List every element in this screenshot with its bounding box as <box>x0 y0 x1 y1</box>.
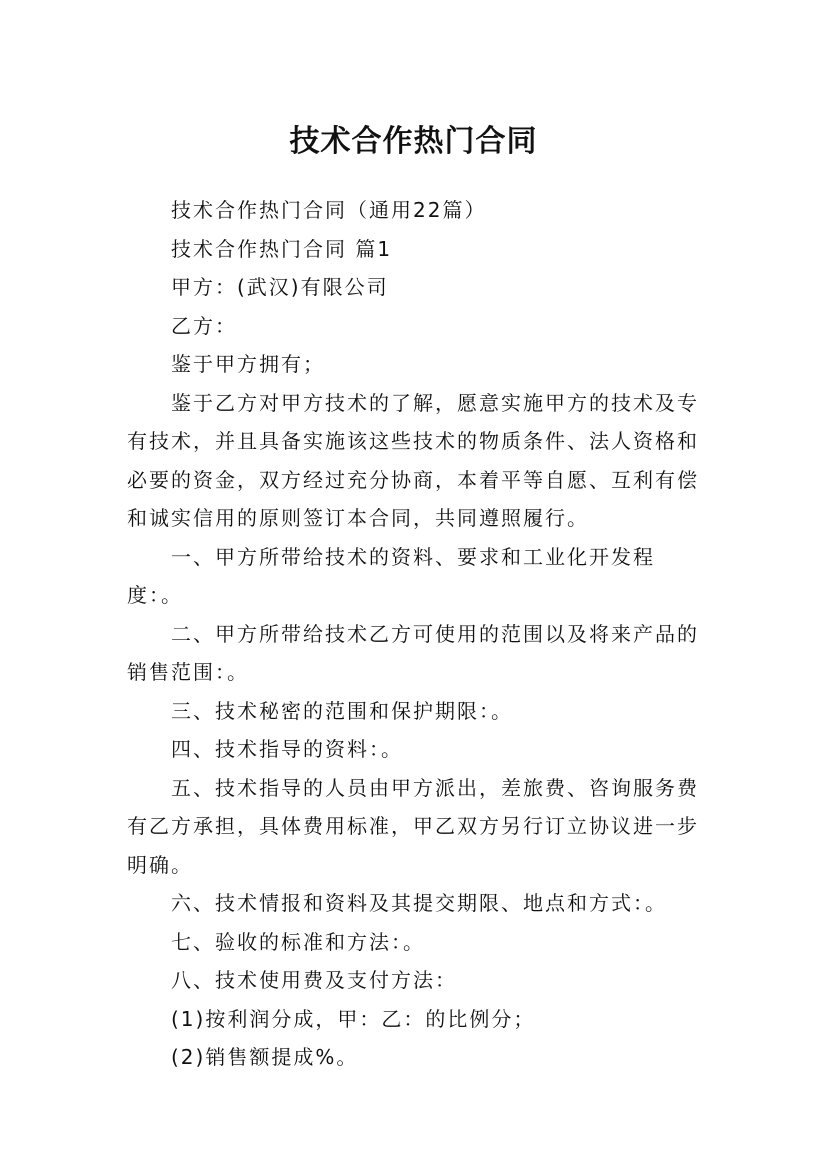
paragraph-party-b: 乙方： <box>171 313 237 338</box>
paragraph-clause-4: 四、技术指导的资料：。 <box>171 737 403 761</box>
paragraph-whereas-a: 鉴于甲方拥有； <box>171 352 325 376</box>
paragraph-clause-3: 三、技术秘密的范围和保护期限：。 <box>171 698 513 723</box>
document-title: 技术合作热门合同 <box>289 124 538 160</box>
paragraph-clause-5: 五、技术指导的人员由甲方派出，差旅费、咨询服务费有乙方承担，具体费用标准，甲乙双方另行订立协议进一步明确。 <box>127 775 699 877</box>
paragraph-clause-8: 八、技术使用费及支付方法： <box>171 968 457 992</box>
paragraph-clause-1: 一、甲方所带给技术的资料、要求和工业化开发程度：。 <box>127 544 655 607</box>
paragraph-article-heading: 技术合作热门合同 篇1 <box>171 236 393 261</box>
paragraph-clause-7: 七、验收的标准和方法：。 <box>171 929 425 954</box>
paragraph-whereas-b: 鉴于乙方对甲方技术的了解，愿意实施甲方的技术及专有技术，并且具备实施该这些技术的物质条件、法人资格和必要的资金，双方经过充分协商，本着平等自愿、互利有偿和诚实信用的原则签订本合同，共同遵照履行。 <box>127 390 699 530</box>
paragraph-clause-8-option-1: (1)按利润分成，甲：乙：的比例分； <box>171 1006 536 1031</box>
paragraph-clause-8-option-2: (2)销售额提成%。 <box>171 1045 359 1069</box>
paragraph-clause-6: 六、技术情报和资料及其提交期限、地点和方式：。 <box>171 891 667 915</box>
paragraph-party-a: 甲方：(武汉)有限公司 <box>171 275 389 299</box>
paragraph-subtitle: 技术合作热门合同（通用22篇） <box>171 198 487 222</box>
document-body <box>127 191 702 1077</box>
paragraph-clause-2: 二、甲方所带给技术乙方可使用的范围以及将来产品的销售范围：。 <box>127 621 699 684</box>
